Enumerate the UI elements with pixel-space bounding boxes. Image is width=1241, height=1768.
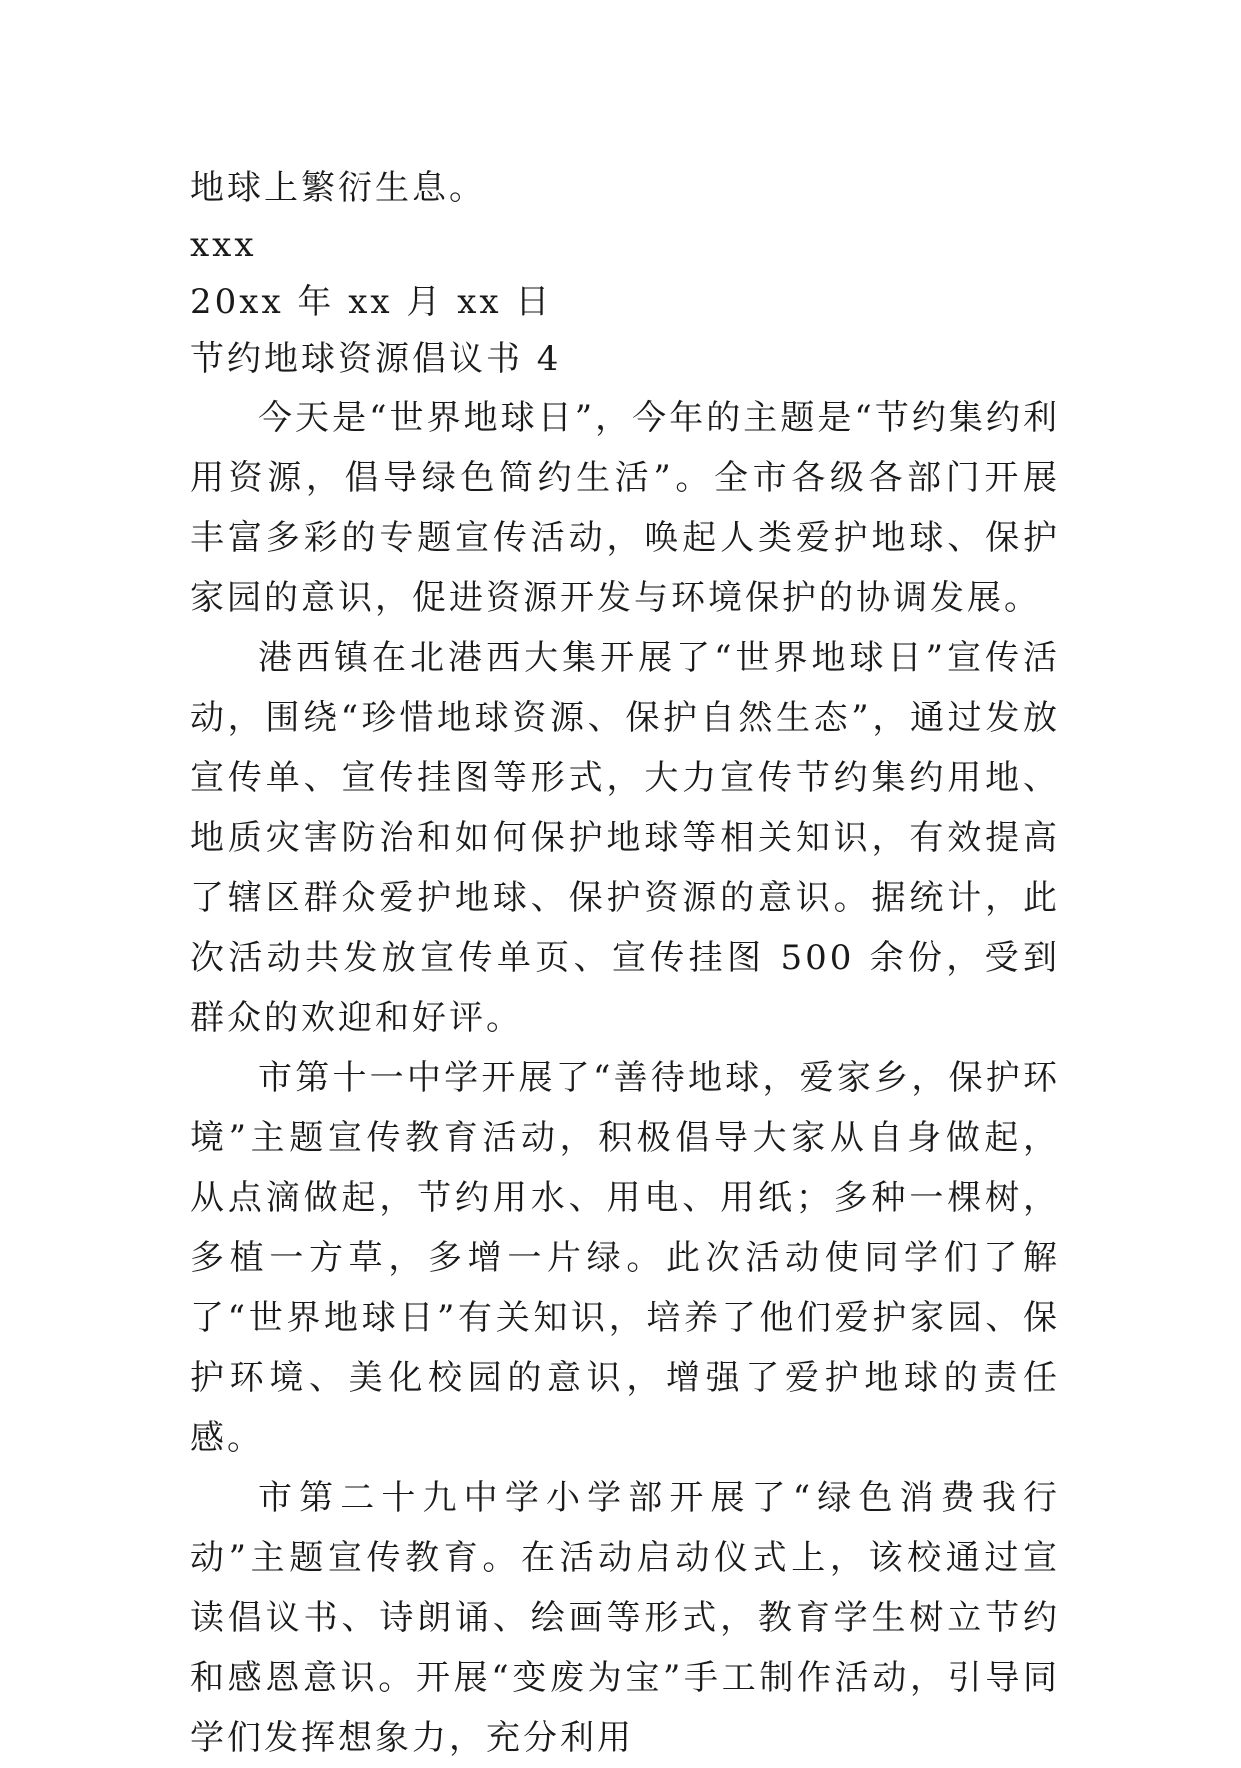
paragraph: 港西镇在北港西大集开展了“世界地球日”宣传活动，围绕“珍惜地球资源、保护自然生态”，通过发放宣传单、宣传挂图等形式，大力宣传节约集约用地、地质灾害防治和如何保护地球等相关知识，有效提高了辖区群众爱护地球、保护资源的意识。据统计，此次活动共发放宣传单页、宣传挂图 500 余份，受到群众的欢迎和好评。 bbox=[190, 638, 1060, 1038]
paragraph: 今天是“世界地球日”，今年的主题是“节约集约利用资源，倡导绿色简约生活”。全市各级各部门开展丰富多彩的专题宣传活动，唤起人类爱护地球、保护家园的意识，促进资源开发与环境保护的协调发展。 bbox=[190, 398, 1060, 618]
paragraph: 市第二十九中学小学部开展了“绿色消费我行动”主题宣传教育。在活动启动仪式上，该校通过宣读倡议书、诗朗诵、绘画等形式，教育学生树立节约和感恩意识。开展“变废为宝”手工制作活动，引导同学们发挥想象力，充分利用 bbox=[190, 1478, 1060, 1758]
closing-line: 地球上繁衍生息。 bbox=[190, 168, 486, 208]
signature: xxx bbox=[190, 225, 257, 265]
document-body bbox=[190, 160, 1060, 1768]
date-line: 20xx 年 xx 月 xx 日 bbox=[190, 282, 553, 322]
paragraph: 市第十一中学开展了“善待地球，爱家乡，保护环境”主题宣传教育活动，积极倡导大家从自身做起，从点滴做起，节约用水、用电、用纸；多种一棵树，多植一方草，多增一片绿。此次活动使同学们了解了“世界地球日”有关知识，培养了他们爱护家园、保护环境、美化校园的意识，增强了爱护地球的责任感。 bbox=[190, 1058, 1060, 1458]
section-title: 节约地球资源倡议书 4 bbox=[190, 339, 562, 379]
